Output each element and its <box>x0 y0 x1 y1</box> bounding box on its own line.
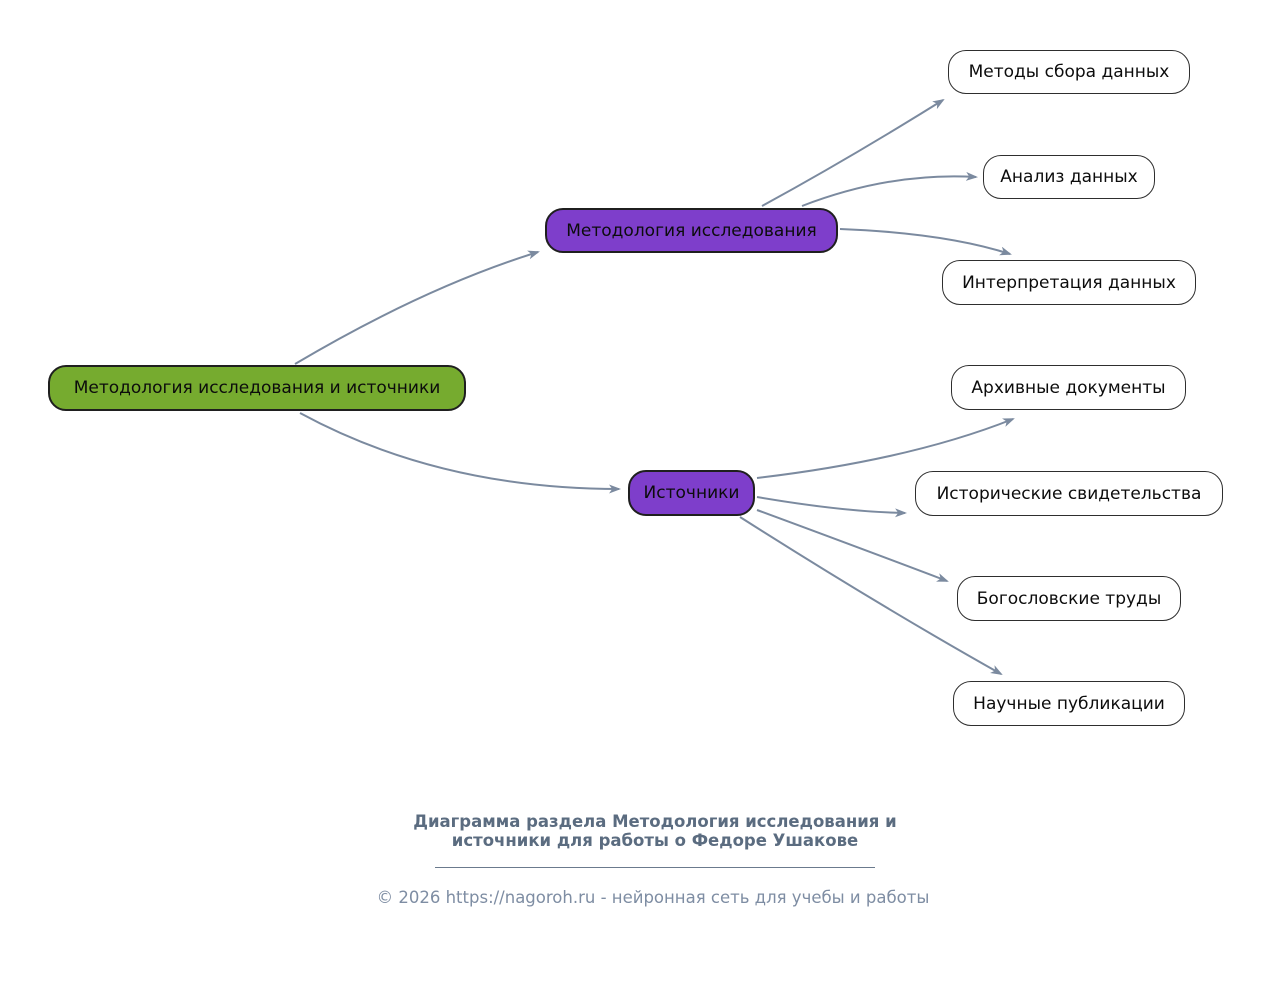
leaf-node-data-interpretation <box>942 260 1196 305</box>
branch-node-label: Источники <box>643 483 740 503</box>
leaf-node-label: Архивные документы <box>971 377 1166 398</box>
leaf-node-label: Научные публикации <box>973 693 1165 714</box>
diagram-caption <box>413 812 896 850</box>
leaf-node-label: Методы сбора данных <box>968 62 1170 82</box>
root-node-methodology-and-sources <box>48 365 466 411</box>
edge-methodology-to-data-interpretation <box>840 229 1010 254</box>
leaf-node-label: Интерпретация данных <box>962 272 1176 293</box>
leaf-node-label: Исторические свидетельства <box>936 483 1202 504</box>
leaf-node-historical-testimonies <box>915 471 1223 516</box>
leaf-node-theological-works <box>957 576 1181 621</box>
branch-node-sources <box>628 470 755 516</box>
root-node-label: Методология исследования и источники <box>73 378 441 398</box>
leaf-node-scientific-publications <box>953 681 1185 726</box>
branch-node-research-methodology <box>545 208 838 253</box>
branch-node-label: Методология исследования <box>566 220 817 241</box>
leaf-node-data-collection-methods <box>948 50 1190 94</box>
caption-line-2: источники для работы о Федоре Ушакове <box>451 831 859 850</box>
edge-root-to-sources <box>300 413 619 489</box>
edge-sources-to-historical-testimonies <box>757 497 905 513</box>
edge-methodology-to-data-analysis <box>802 176 976 206</box>
leaf-node-archival-documents <box>951 365 1186 410</box>
footer-credit: © 2026 https://nagoroh.ru - нейронная сеть для учебы и работы <box>376 888 930 907</box>
caption-divider-line <box>435 867 875 868</box>
caption-line-1: Диаграмма раздела Методология исследования и <box>413 812 897 831</box>
leaf-node-label: Анализ данных <box>1000 167 1138 187</box>
edge-sources-to-archival-documents <box>757 419 1013 478</box>
edge-root-to-methodology <box>295 252 538 364</box>
leaf-node-label: Богословские труды <box>976 588 1162 609</box>
leaf-node-data-analysis <box>983 155 1155 199</box>
